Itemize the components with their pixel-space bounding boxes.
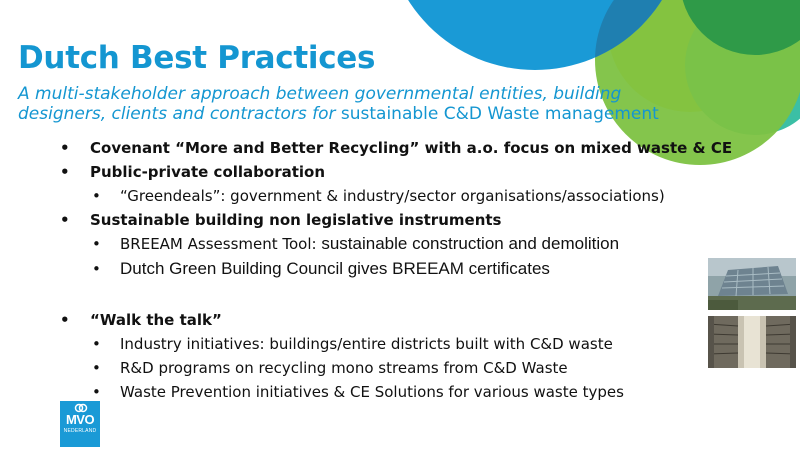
bullet-symbol: • — [92, 335, 101, 353]
slide-title: Dutch Best Practices — [18, 40, 376, 76]
bullet-text-part-b: sustainable construction and demolition — [321, 234, 620, 253]
bullet-text: Industry initiatives: buildings/entire districts built with C&D waste — [120, 335, 613, 353]
bullet-symbol: • — [60, 163, 70, 181]
bullet-text — [120, 234, 619, 254]
bullet-text: Dutch Green Building Council gives BREEAM certificates — [120, 259, 550, 278]
bullet-text: Waste Prevention initiatives & CE Solutions for various waste types — [120, 383, 624, 401]
logo-text: MVO — [65, 412, 95, 427]
bullet-symbol: • — [92, 260, 101, 278]
bullet-text: “Walk the talk” — [90, 311, 222, 329]
bullet-text: Covenant “More and Better Recycling” with a.o. focus on mixed waste & CE — [90, 139, 733, 157]
subtitle-line-2-normal: sustainable C&D Waste management — [340, 104, 659, 124]
bullet-symbol: • — [60, 311, 70, 329]
bullet-symbol: • — [92, 235, 101, 253]
bullet-symbol: • — [60, 211, 70, 229]
bullet-text: Sustainable building non legislative instruments — [90, 211, 502, 229]
bullet-symbol: • — [60, 139, 70, 157]
logo-subtext: NEDERLAND — [63, 428, 97, 434]
building-photo-2 — [708, 316, 796, 368]
bullet-symbol: • — [92, 187, 101, 205]
bullet-symbol: • — [92, 359, 101, 377]
bullet-text: Public-private collaboration — [90, 163, 326, 181]
bullet-text: “Greendeals”: government & industry/sector organisations/associations) — [120, 187, 665, 205]
subtitle-line-2-italic: designers, clients and contractors for — [18, 104, 336, 124]
bullet-symbol: • — [92, 383, 101, 401]
building-photo-1 — [708, 258, 796, 310]
subtitle-line-1: A multi-stakeholder approach between governmental entities, building — [18, 84, 622, 104]
mvo-logo — [60, 401, 100, 447]
bullet-text: R&D programs on recycling mono streams from C&D Waste — [120, 359, 568, 377]
bullet-text-part-a: BREEAM Assessment Tool: — [120, 235, 322, 253]
